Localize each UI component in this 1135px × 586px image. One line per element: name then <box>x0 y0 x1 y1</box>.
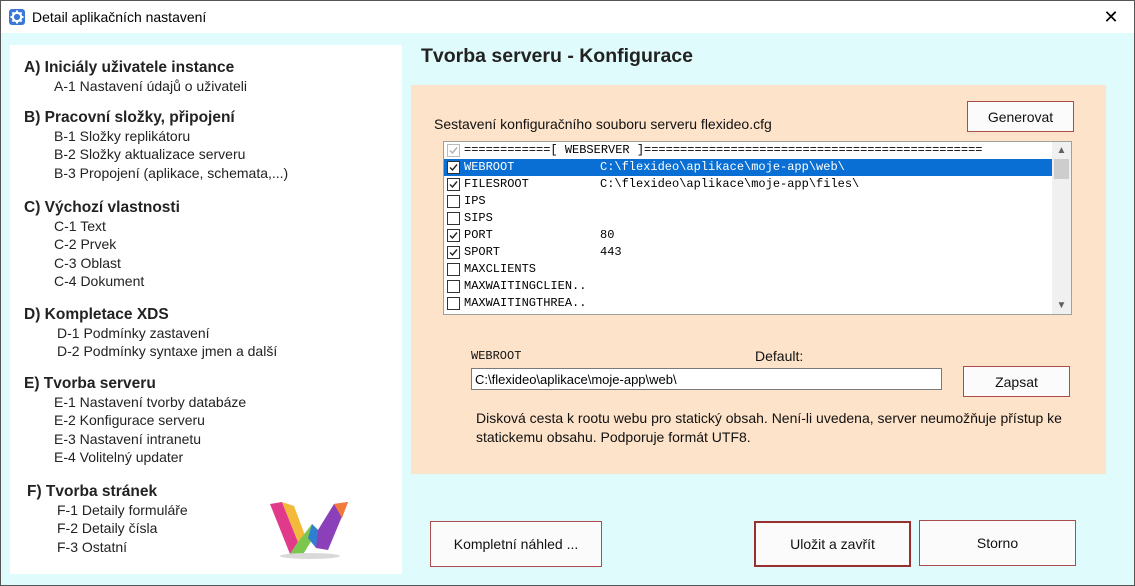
checkbox[interactable] <box>447 280 460 293</box>
gear-icon <box>9 9 25 25</box>
nav-item-f3[interactable]: F-3 Ostatní <box>57 538 128 555</box>
config-row[interactable] <box>444 278 1053 295</box>
nav-heading[interactable]: F) Tvorba stránek <box>27 483 158 500</box>
config-panel <box>411 85 1106 474</box>
close-button[interactable] <box>1088 1 1134 33</box>
nav-heading[interactable]: B) Pracovní složky, připojení <box>24 109 235 126</box>
scroll-up-icon[interactable]: ▲ <box>1056 145 1067 156</box>
nav-section-f <box>27 482 188 556</box>
nav-section-d <box>24 305 277 361</box>
check-icon <box>448 230 459 241</box>
generate-button[interactable]: Generovat <box>967 101 1074 132</box>
config-listbox[interactable] <box>443 141 1072 315</box>
check-icon <box>448 247 459 258</box>
config-value: 443 <box>600 245 622 259</box>
config-key: SIPS <box>464 211 493 225</box>
nav-item-d1[interactable]: D-1 Podmínky zastavení <box>57 325 210 341</box>
checkbox[interactable] <box>447 195 460 208</box>
nav-heading[interactable]: C) Výchozí vlastnosti <box>24 199 180 216</box>
nav-heading[interactable]: A) Iniciály uživatele instance <box>24 59 235 76</box>
vertical-scrollbar[interactable] <box>1052 142 1071 314</box>
checkbox[interactable] <box>447 229 460 242</box>
config-row[interactable] <box>444 193 1053 210</box>
title-bar <box>1 1 1134 33</box>
config-key: MAXWAITINGCLIEN.. <box>464 279 587 293</box>
nav-item-c2[interactable]: C-2 Prvek <box>54 236 117 253</box>
config-key: MAXCLIENTS <box>464 262 537 276</box>
config-row[interactable] <box>444 261 1053 278</box>
nav-item-f2[interactable]: F-2 Detaily čísla <box>57 520 158 537</box>
config-rows <box>444 142 1053 312</box>
settings-navigation <box>10 45 402 574</box>
nav-item-e1[interactable]: E-1 Nastavení tvorby databáze <box>54 394 247 410</box>
nav-heading[interactable]: D) Kompletace XDS <box>24 306 169 323</box>
close-icon: ✕ <box>1103 6 1119 27</box>
nav-heading[interactable]: E) Tvorba serveru <box>24 375 156 392</box>
scroll-thumb[interactable] <box>1054 159 1069 179</box>
nav-item-c4[interactable]: C-4 Dokument <box>54 272 145 289</box>
checkbox[interactable] <box>447 178 460 191</box>
config-value: C:\flexideo\aplikace\moje-app\web\ <box>600 160 845 174</box>
nav-item-b1[interactable]: B-1 Složky replikátoru <box>54 128 191 144</box>
checkbox[interactable] <box>447 161 460 174</box>
app-logo <box>268 498 350 560</box>
nav-item-a1[interactable]: A-1 Nastavení údajů o uživateli <box>54 78 247 94</box>
window-title: Detail aplikačních nastavení <box>32 9 207 25</box>
config-key: FILESROOT <box>464 177 529 191</box>
checkbox[interactable] <box>447 263 460 276</box>
nav-section-a <box>24 58 247 95</box>
scroll-down-icon[interactable]: ▼ <box>1056 300 1067 311</box>
nav-item-e2[interactable]: E-2 Konfigurace serveru <box>54 412 205 429</box>
checkbox[interactable] <box>447 212 460 225</box>
config-key: SPORT <box>464 245 501 259</box>
config-row[interactable] <box>444 295 1053 312</box>
config-row[interactable] <box>444 227 1053 244</box>
config-key: MAXWAITINGTHREA.. <box>464 296 587 310</box>
nav-section-e <box>24 374 246 466</box>
check-icon <box>448 162 459 173</box>
page-title: Tvorba serveru - Konfigurace <box>421 45 693 67</box>
config-key: WEBROOT <box>464 160 515 174</box>
nav-section-c <box>24 198 180 290</box>
nav-item-e3[interactable]: E-3 Nastavení intranetu <box>54 430 202 447</box>
config-key: ============[ WEBSERVER ]=============================================== <box>464 143 983 157</box>
nav-item-b2[interactable]: B-2 Složky aktualizace serveru <box>54 146 246 163</box>
config-key: IPS <box>464 194 486 208</box>
nav-item-d2[interactable]: D-2 Podmínky syntaxe jmen a další <box>57 343 278 360</box>
field-name-label: WEBROOT <box>471 349 522 363</box>
config-value: C:\flexideo\aplikace\moje-app\files\ <box>600 177 860 191</box>
config-row[interactable] <box>444 142 1053 159</box>
cancel-button[interactable]: Storno <box>919 520 1076 566</box>
field-description: Disková cesta k rootu webu pro statický obsah. Není-li uvedena, server neumožňuje přístup ke statickemu obsahu. Podporuje formát UTF8. <box>476 410 1062 445</box>
checkbox[interactable] <box>447 246 460 259</box>
config-file-label: Sestavení konfiguračního souboru serveru flexideo.cfg <box>434 116 772 132</box>
config-row[interactable] <box>444 244 1053 261</box>
nav-item-c1[interactable]: C-1 Text <box>54 218 106 234</box>
nav-section-b <box>24 108 288 182</box>
write-button[interactable]: Zapsat <box>963 366 1070 397</box>
config-row[interactable] <box>444 176 1053 193</box>
default-label: Default: <box>755 348 804 364</box>
config-value: 80 <box>600 228 615 242</box>
config-row[interactable] <box>444 159 1053 176</box>
check-icon <box>448 145 459 156</box>
nav-item-f1[interactable]: F-1 Detaily formuláře <box>57 502 188 518</box>
save-and-close-button[interactable]: Uložit a zavřít <box>754 521 911 567</box>
value-input[interactable] <box>471 368 942 390</box>
config-row[interactable] <box>444 210 1053 227</box>
config-key: PORT <box>464 228 493 242</box>
check-icon <box>448 179 459 190</box>
nav-item-b3[interactable]: B-3 Propojení (aplikace, schemata,...) <box>54 164 289 181</box>
checkbox[interactable] <box>447 297 460 310</box>
nav-item-e4[interactable]: E-4 Volitelný updater <box>54 448 184 465</box>
nav-item-c3[interactable]: C-3 Oblast <box>54 254 121 271</box>
checkbox <box>447 144 460 157</box>
preview-button[interactable]: Kompletní náhled ... <box>430 521 602 567</box>
